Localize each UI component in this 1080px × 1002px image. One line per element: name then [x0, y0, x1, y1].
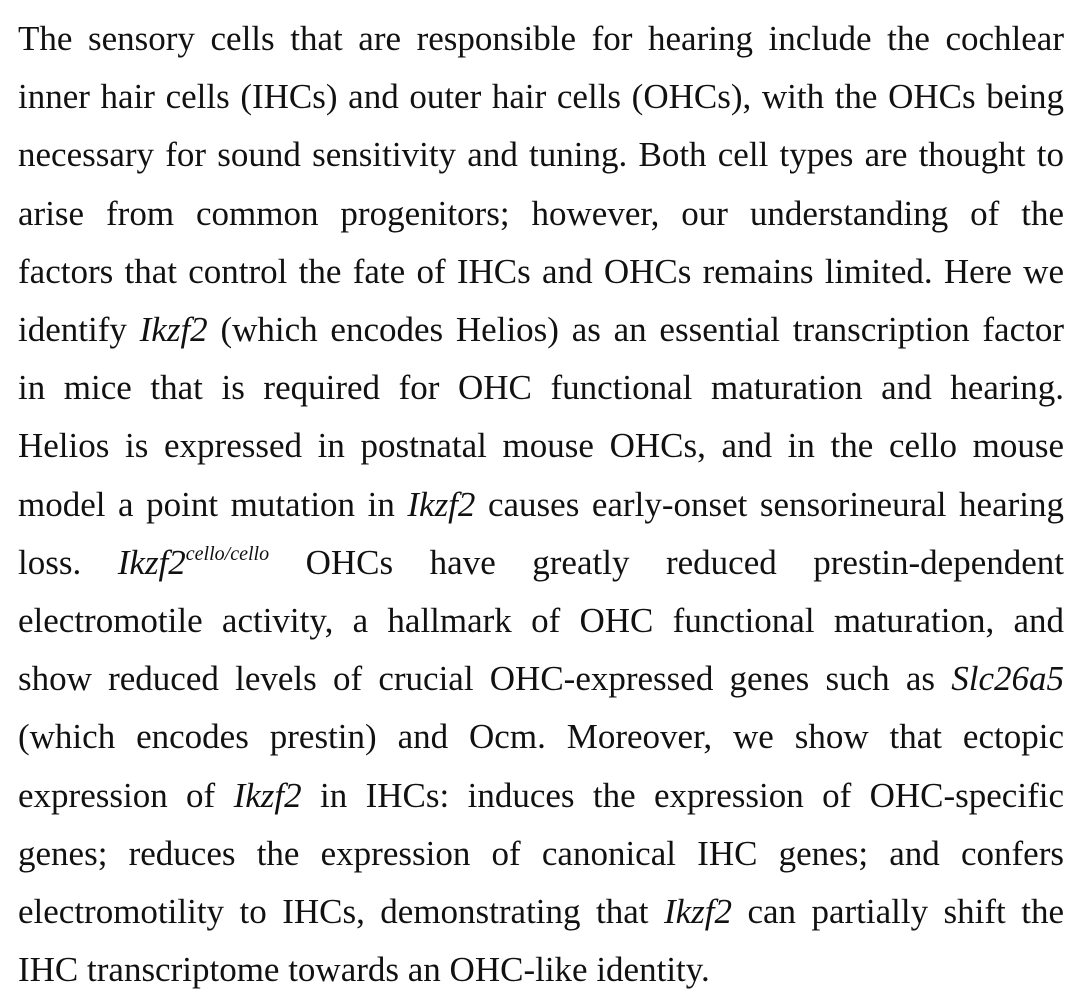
text-segment: (which encodes prestin) and Ocm. Moreover, we show that ectopic: [18, 717, 1064, 757]
text-segment: electromotility to IHCs, demonstrating that: [18, 892, 664, 932]
gene-name-italic: Slc26a5: [951, 659, 1064, 699]
text-segment: IHC transcriptome towards an OHC-like identity.: [18, 950, 710, 990]
abstract-line: [18, 417, 1064, 475]
text-segment: inner hair cells (IHCs) and outer hair cells (OHCs), with the OHCs being: [18, 77, 1064, 117]
text-segment: OHCs have greatly reduced prestin-dependent: [269, 542, 1064, 582]
text-segment: can partially shift the: [731, 892, 1064, 932]
text-segment: identify: [18, 310, 140, 350]
gene-name-italic: Ikzf2: [139, 310, 208, 350]
gene-name-italic: Ikzf2: [407, 484, 476, 524]
text-segment: model a point mutation in: [18, 484, 408, 524]
gene-name-italic: Ikzf2: [663, 892, 732, 932]
abstract-line: [18, 825, 1064, 883]
abstract-line: [18, 708, 1064, 766]
abstract-line: [18, 68, 1064, 126]
text-segment: (which encodes Helios) as an essential transcription factor: [207, 310, 1064, 350]
abstract-line: [18, 592, 1064, 650]
text-segment: genes; reduces the expression of canonical IHC genes; and confers: [18, 833, 1064, 873]
abstract-line: [18, 767, 1064, 825]
text-segment: arise from common progenitors; however, our understanding of the: [18, 193, 1064, 233]
abstract-paragraph: [18, 10, 1064, 999]
abstract-line: [18, 650, 1064, 708]
abstract-line: [18, 534, 1064, 592]
abstract-line: [18, 359, 1064, 417]
abstract-line: [18, 301, 1064, 359]
text-segment: in IHCs: induces the expression of OHC-specific: [301, 775, 1064, 815]
text-segment: necessary for sound sensitivity and tuning. Both cell types are thought to: [18, 135, 1064, 175]
abstract-line: [18, 883, 1064, 941]
text-segment: causes early-onset sensorineural hearing: [475, 484, 1064, 524]
text-segment: electromotile activity, a hallmark of OHC functional maturation, and: [18, 601, 1064, 641]
gene-name-italic: Ikzf2: [233, 775, 302, 815]
text-segment: show reduced levels of crucial OHC-expressed genes such as: [18, 659, 952, 699]
text-segment: in mice that is required for OHC functional maturation and hearing.: [18, 368, 1064, 408]
abstract-line: [18, 10, 1064, 68]
text-segment: factors that control the fate of IHCs and OHCs remains limited. Here we: [18, 251, 1064, 291]
abstract-line: [18, 476, 1064, 534]
text-segment: Helios is expressed in postnatal mouse OHCs, and in the cello mouse: [18, 426, 1064, 466]
abstract-line: [18, 243, 1064, 301]
abstract-line: [18, 126, 1064, 184]
abstract-line: [18, 941, 1064, 999]
abstract-line: [18, 185, 1064, 243]
genotype-superscript: cello/cello: [185, 542, 270, 565]
text-segment: loss.: [18, 542, 118, 582]
text-segment: The sensory cells that are responsible for hearing include the cochlear: [18, 19, 1064, 58]
gene-name-italic: Ikzf2: [117, 542, 186, 582]
text-segment: expression of: [18, 775, 234, 815]
